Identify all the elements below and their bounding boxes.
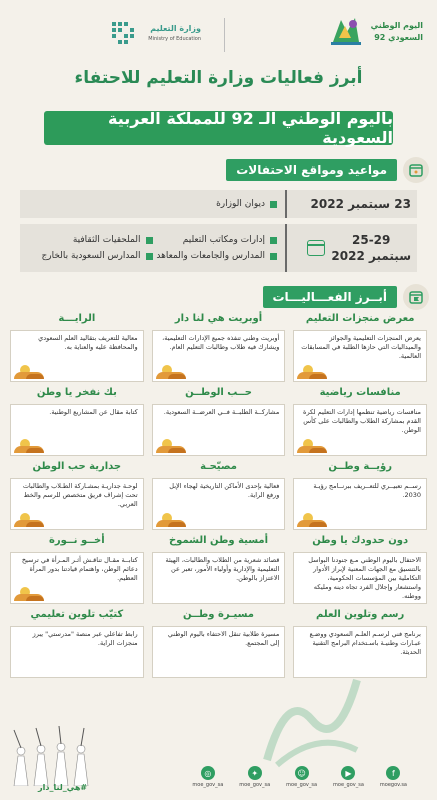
activity-body <box>152 404 286 456</box>
activity-body <box>152 478 286 530</box>
desert-sun-icon <box>156 511 186 527</box>
social-link[interactable] <box>192 766 223 788</box>
footer <box>0 728 437 800</box>
activity-card <box>10 534 144 602</box>
youtube-icon: ▶ <box>341 766 355 780</box>
social-handle: moe_gov_sa <box>286 782 318 788</box>
ardah-dancers-icon <box>4 726 114 786</box>
activity-text: الاحتفال باليوم الوطني مـع جنودنا البواسل بالتنسيق مع الجهات المعنية لإبراز الأدوار التكاملية بين المؤسسات الحكومية، واستشعار وإجلال الفرد تجاه دينه ومليكه ووطنه. <box>308 556 421 600</box>
desert-sun-icon <box>297 437 327 453</box>
logo-divider <box>224 18 225 52</box>
page-subtitle-band <box>44 111 393 145</box>
activity-text: رســم تعبيــري للتعــريف ببرنــامج رؤيـة 2030. <box>313 482 421 499</box>
social-link[interactable] <box>286 766 317 788</box>
national-day-logo-text <box>371 20 423 44</box>
bullet-square-icon <box>146 237 153 244</box>
activity-title: منافسات رياضية <box>319 387 401 398</box>
activity-title: حــب الوطــن <box>185 387 252 398</box>
moe-logo <box>106 16 201 52</box>
moe-logo-arabic: وزارة التعليم <box>150 24 201 33</box>
schedule-place-label: إدارات ومكاتب التعليم <box>182 235 265 245</box>
calendar-flag-icon <box>403 284 429 310</box>
activity-title: كتيّب تلوين تعليمي <box>30 609 124 620</box>
activity-body <box>293 330 427 382</box>
schedule-section-header <box>226 157 429 183</box>
activity-body <box>10 626 144 678</box>
activity-body <box>10 478 144 530</box>
activity-title: أوبريت هي لنا دار <box>174 313 263 324</box>
activity-card <box>10 312 144 380</box>
activity-title: أخــو نــورة <box>48 535 105 546</box>
activity-body <box>10 404 144 456</box>
twitter-icon: ✦ <box>248 766 262 780</box>
activity-text: يعرض المنجزات التعليمية والجوائز والميداليات التي حازها الطلبة في المسابقات العالمية. <box>301 334 421 360</box>
activity-body <box>152 552 286 604</box>
watermark-calligraphy-icon <box>257 670 367 770</box>
schedule-place-label: الملحقيات الثقافية <box>72 235 141 245</box>
activity-card <box>10 608 144 676</box>
activity-text: منافسات رياضية تنظمها إدارات التعليم لكرة القدم بمشاركة الطلاب والطالبات على كأس الوطن. <box>303 408 421 434</box>
activity-title: أمسية وطن الشموخ <box>168 535 269 546</box>
social-link[interactable] <box>380 766 407 788</box>
schedule-place-label: المدارس والجامعات والمعاهد <box>156 251 265 261</box>
activity-text: قصائد شعرية من الطلاب والطالبات، الهيئة التعليمية والإدارية وأولياء الأمور، تعبر عن الاعتزاز بالوطن. <box>165 556 280 582</box>
national-day-logo-line1: اليوم الوطني <box>370 21 423 30</box>
national-day-emblem-icon <box>325 12 365 52</box>
schedule-date <box>285 190 417 218</box>
moe-emblem-icon <box>106 16 142 52</box>
activity-text: كتابة مقال عن المشاريع الوطنية. <box>49 408 138 416</box>
schedule-place-label: المدارس السعودية بالخارج <box>41 251 141 261</box>
activity-card <box>152 608 286 676</box>
desert-sun-icon <box>14 585 44 601</box>
activity-body <box>10 552 144 604</box>
activity-text: لوحـة جداريـة بمشـاركة الطـلاب والطالبات تحت إشراف فريق متخصص للرسم والخط العربي. <box>22 482 138 508</box>
social-links <box>192 766 407 788</box>
schedule-date-text <box>331 232 411 264</box>
desert-sun-icon <box>14 363 44 379</box>
schedule-date-month: سبتمبر 2022 <box>331 249 411 263</box>
schedule-date <box>285 224 417 272</box>
activity-text: مشاركــة الطلبــة فــي العرضــة السعودية. <box>163 408 280 416</box>
activity-title: رؤيــة وطــن <box>328 461 392 472</box>
activity-text: معالية للتعريف بتقاليد العلم السعودي والمحافظة عليه والعناية به. <box>38 334 138 351</box>
activity-card <box>10 460 144 528</box>
social-link[interactable] <box>333 766 364 788</box>
activity-card <box>293 312 427 380</box>
instagram-icon: ◎ <box>201 766 215 780</box>
activity-card <box>152 312 286 380</box>
calendar-location-icon <box>403 157 429 183</box>
schedule-section-title: مواعيد ومواقع الاحتفالات <box>226 159 397 181</box>
bullet-square-icon <box>270 201 277 208</box>
page-subtitle: باليوم الوطني الـ 92 للمملكة العربية السعودية <box>108 109 393 147</box>
bullet-square-icon <box>146 253 153 260</box>
schedule-date-range: 25-29 <box>352 233 391 247</box>
activity-card <box>152 460 286 528</box>
schedule-row <box>20 190 417 218</box>
bullet-square-icon <box>270 237 277 244</box>
activity-card <box>293 386 427 454</box>
activity-text: كتابــة مقـال تناقـش أثـر المـرأة في ترسيخ دعائم الوطن، واهتمام قيادتنا بدور المرأة العظيم. <box>21 556 138 582</box>
schedule-place <box>153 251 278 261</box>
activity-card <box>293 460 427 528</box>
social-handle: moe_gov_sa <box>239 782 271 788</box>
calendar-icon <box>307 240 325 256</box>
schedule-place <box>28 235 153 245</box>
activity-title: جدارية حب الوطن <box>32 461 122 472</box>
social-link[interactable] <box>239 766 270 788</box>
activity-text: مسيرة طلابية تنقل الاحتفاء باليوم الوطني إلى المجتمع. <box>167 630 280 647</box>
desert-sun-icon <box>14 511 44 527</box>
activity-title: بك نفخر يا وطن <box>36 387 117 398</box>
activity-title: رسم وتلوين العلم <box>316 609 405 620</box>
activity-card <box>10 386 144 454</box>
activity-card <box>293 608 427 676</box>
desert-sun-icon <box>297 363 327 379</box>
moe-logo-text <box>148 23 201 45</box>
header-logos <box>0 10 437 60</box>
activity-title: معرض منجزات التعليم <box>305 313 415 324</box>
hashtag: #هي_لنا_دار <box>38 783 88 792</box>
activities-section-header <box>263 284 430 310</box>
activity-body <box>10 330 144 382</box>
activity-text: رابط تفاعلي عبر منصة "مدرستي" يبرز منجزات الراية. <box>32 630 138 647</box>
activity-body <box>293 552 427 604</box>
activity-card <box>152 386 286 454</box>
facebook-icon: f <box>386 766 400 780</box>
activity-text: أوبريت وطني تنفذه جميع الإدارات التعليمية، ويشارك فيه طلاب وطالبات التعليم العام. <box>162 334 280 351</box>
activity-card <box>293 534 427 602</box>
desert-sun-icon <box>297 511 327 527</box>
activity-text: برنامج فني لرسـم العلـم السعودي ووضـع عبـارات وطنيـة باسـتخدام البرامج التقنية الحديثة. <box>309 630 421 656</box>
desert-sun-icon <box>14 437 44 453</box>
activity-title: مسيـرة وطــن <box>183 609 254 620</box>
activity-title: الرايـــة <box>58 313 96 324</box>
activity-card <box>152 534 286 602</box>
national-day-logo-line2: السعودي 92 <box>374 33 423 42</box>
schedule-place <box>28 199 277 209</box>
page-title: أبرز فعاليات وزارة التعليم للاحتفاء <box>74 68 363 88</box>
social-handle: moe_gov_sa <box>192 782 224 788</box>
schedule-places <box>20 190 285 218</box>
schedule-row <box>20 224 417 272</box>
desert-sun-icon <box>156 437 186 453</box>
bullet-square-icon <box>270 253 277 260</box>
schedule-places <box>20 224 285 272</box>
activity-body <box>293 404 427 456</box>
moe-logo-english: Ministry of Education <box>148 36 201 42</box>
activity-title: دون حدودك يا وطن <box>312 535 409 546</box>
social-handle: moegov.sa <box>379 782 407 788</box>
snapchat-icon: ☺ <box>295 766 309 780</box>
schedule-place <box>153 235 278 245</box>
national-day-logo <box>325 12 423 52</box>
schedule-place <box>28 251 153 261</box>
activity-body <box>293 478 427 530</box>
activities-grid <box>10 312 427 676</box>
activity-text: فعالية بإحدى الأماكن التاريخية لهجاء الإبل ورفع الراية. <box>169 482 280 499</box>
activity-title: مصيّحـة <box>200 461 237 472</box>
schedule-date-text: 23 سبتمبر 2022 <box>310 197 411 211</box>
social-handle: moe_gov_sa <box>333 782 364 788</box>
activity-body <box>152 330 286 382</box>
activities-section-title: أبــرز الفعـــاليـــات <box>263 286 398 308</box>
desert-sun-icon <box>156 363 186 379</box>
schedule-place-label: ديوان الوزارة <box>216 199 265 209</box>
